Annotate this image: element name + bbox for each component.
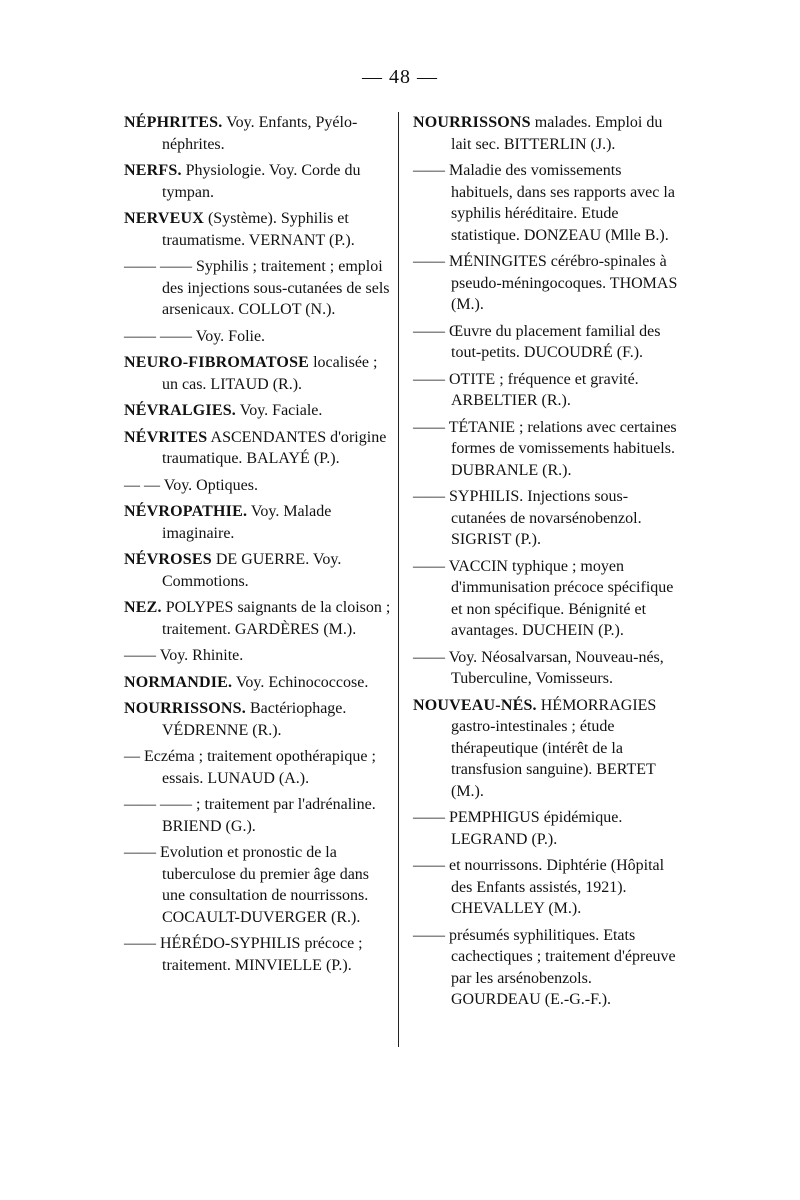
index-entry — [124, 352, 392, 395]
index-entry — [124, 597, 392, 640]
entry-text: Physiologie. Voy. Corde du tympan. — [162, 162, 361, 201]
entry-text: —— —— Syphilis ; traitement ; emploi des injections sous-cutanées de sels arsenicaux. COLLOT (N.). — [124, 258, 390, 318]
index-entry — [413, 647, 683, 690]
entry-text: —— MÉNINGITES cérébro-spinales à pseudo-méningocoques. THOMAS (M.). — [413, 253, 678, 313]
entry-text: ASCENDANTES d'origine traumatique. BALAYÉ (P.). — [162, 428, 387, 467]
index-entry — [124, 475, 392, 497]
right-column — [413, 112, 683, 1016]
entry-text: HÉMORRAGIES gastro-intestinales ; étude thérapeutique (intérêt de la transfusion sanguine). BERTET (M.). — [451, 696, 657, 800]
entry-heading: NOURRISSONS. — [124, 700, 246, 717]
index-entry — [413, 925, 683, 1011]
entry-text: —— Voy. Rhinite. — [124, 647, 244, 664]
index-entry — [413, 695, 683, 803]
index-entry — [124, 112, 392, 155]
entry-text: —— Voy. Néosalvarsan, Nouveau-nés, Tuberculine, Vomisseurs. — [413, 648, 664, 687]
index-entry — [413, 855, 683, 920]
entry-text: DE GUERRE. Voy. Commotions. — [162, 551, 342, 590]
entry-text: —— Maladie des vomissements habituels, dans ses rapports avec la syphilis héréditaire. Etude statistique. DONZEAU (Mlle B.). — [413, 162, 675, 244]
entry-heading: NEURO-FIBROMATOSE — [124, 354, 310, 371]
entry-heading: NÉVRALGIES. — [124, 402, 237, 419]
entry-text: —— —— ; traitement par l'adrénaline. BRIEND (G.). — [124, 796, 376, 835]
entry-text: Voy. Faciale. — [236, 402, 323, 419]
index-entry — [124, 208, 392, 251]
entry-text: Voy. Malade imaginaire. — [162, 503, 332, 542]
index-entry — [124, 549, 392, 592]
index-entry — [413, 251, 683, 316]
index-entry — [124, 645, 392, 667]
index-entry — [124, 427, 392, 470]
index-entry — [124, 326, 392, 348]
column-divider — [398, 112, 399, 1047]
entry-text: localisée ; un cas. LITAUD (R.). — [162, 354, 378, 393]
index-entry — [124, 256, 392, 321]
index-entry — [124, 160, 392, 203]
index-entry — [413, 321, 683, 364]
entry-heading: NÉVRITES — [124, 428, 208, 446]
page-number: — 48 — — [362, 66, 438, 88]
index-entry — [124, 400, 392, 422]
entry-text: Bactériophage. VÉDRENNE (R.). — [162, 700, 347, 739]
index-entry — [413, 807, 683, 850]
entry-text: Voy. Echinococcose. — [232, 673, 369, 691]
entry-text: POLYPES saignants de la cloison ; traitement. GARDÈRES (M.). — [161, 599, 391, 638]
index-entry — [124, 698, 392, 741]
index-entry — [413, 556, 683, 642]
left-column — [124, 112, 392, 981]
index-entry — [124, 672, 392, 694]
index-entry — [413, 486, 683, 551]
entry-heading: NOURRISSONS — [413, 114, 531, 131]
entry-heading: NERFS. — [124, 162, 182, 179]
entry-text: (Système). Syphilis et traumatisme. VERNANT (P.). — [162, 210, 355, 249]
entry-text: malades. Emploi du lait sec. BITTERLIN (J.). — [451, 114, 663, 153]
index-entry — [413, 369, 683, 412]
entry-heading: NOUVEAU-NÉS. — [413, 696, 537, 714]
entry-text: —— présumés syphilitiques. Etats cachectiques ; traitement d'épreuve par les arsénobenzols. GOURDEAU (E.-G.-F.). — [413, 926, 676, 1008]
entry-heading: NÉVROSES — [124, 551, 212, 568]
index-entry — [413, 417, 683, 482]
index-entry — [413, 112, 683, 155]
entry-text: Voy. Enfants, Pyélo-néphrites. — [162, 114, 358, 153]
entry-text: —— Œuvre du placement familial des tout-petits. DUCOUDRÉ (F.). — [413, 322, 661, 361]
entry-text: —— Evolution et pronostic de la tuberculose du premier âge dans une consultation de nourrissons. COCAULT-DUVERGER (R.). — [124, 844, 370, 926]
entry-text: —— PEMPHIGUS épidémique. LEGRAND (P.). — [413, 809, 623, 848]
entry-text: —— VACCIN typhique ; moyen d'immunisation précoce spécifique et non spécifique. Bénignité et avantages. DUCHEIN (P.). — [413, 557, 674, 639]
index-entry — [124, 794, 392, 837]
entry-text: —— HÉRÉDO-SYPHILIS précoce ; traitement. MINVIELLE (P.). — [124, 935, 363, 974]
entry-heading: NEZ. — [124, 599, 162, 616]
index-entry — [124, 842, 392, 928]
entry-text: — Eczéma ; traitement opothérapique ; essais. LUNAUD (A.). — [124, 748, 376, 787]
entry-text: — — Voy. Optiques. — [124, 476, 258, 494]
entry-text: —— OTITE ; fréquence et gravité. ARBELTIER (R.). — [413, 370, 639, 409]
entry-heading: NÉPHRITES. — [124, 114, 223, 131]
entry-text: —— SYPHILIS. Injections sous-cutanées de novarsénobenzol. SIGRIST (P.). — [413, 488, 642, 548]
index-entry — [124, 933, 392, 976]
entry-text: —— et nourrissons. Diphtérie (Hôpital des Enfants assistés, 1921). CHEVALLEY (M.). — [413, 857, 665, 917]
entry-heading: NÉVROPATHIE. — [124, 503, 248, 520]
index-entry — [413, 160, 683, 246]
entry-text: —— TÉTANIE ; relations avec certaines formes de vomissements habituels. DUBRANLE (R.). — [413, 418, 677, 479]
index-entry — [124, 746, 392, 789]
entry-heading: NORMANDIE. — [124, 673, 233, 691]
entry-heading: NERVEUX — [124, 210, 204, 227]
entry-text: —— —— Voy. Folie. — [124, 327, 266, 345]
index-entry — [124, 501, 392, 544]
